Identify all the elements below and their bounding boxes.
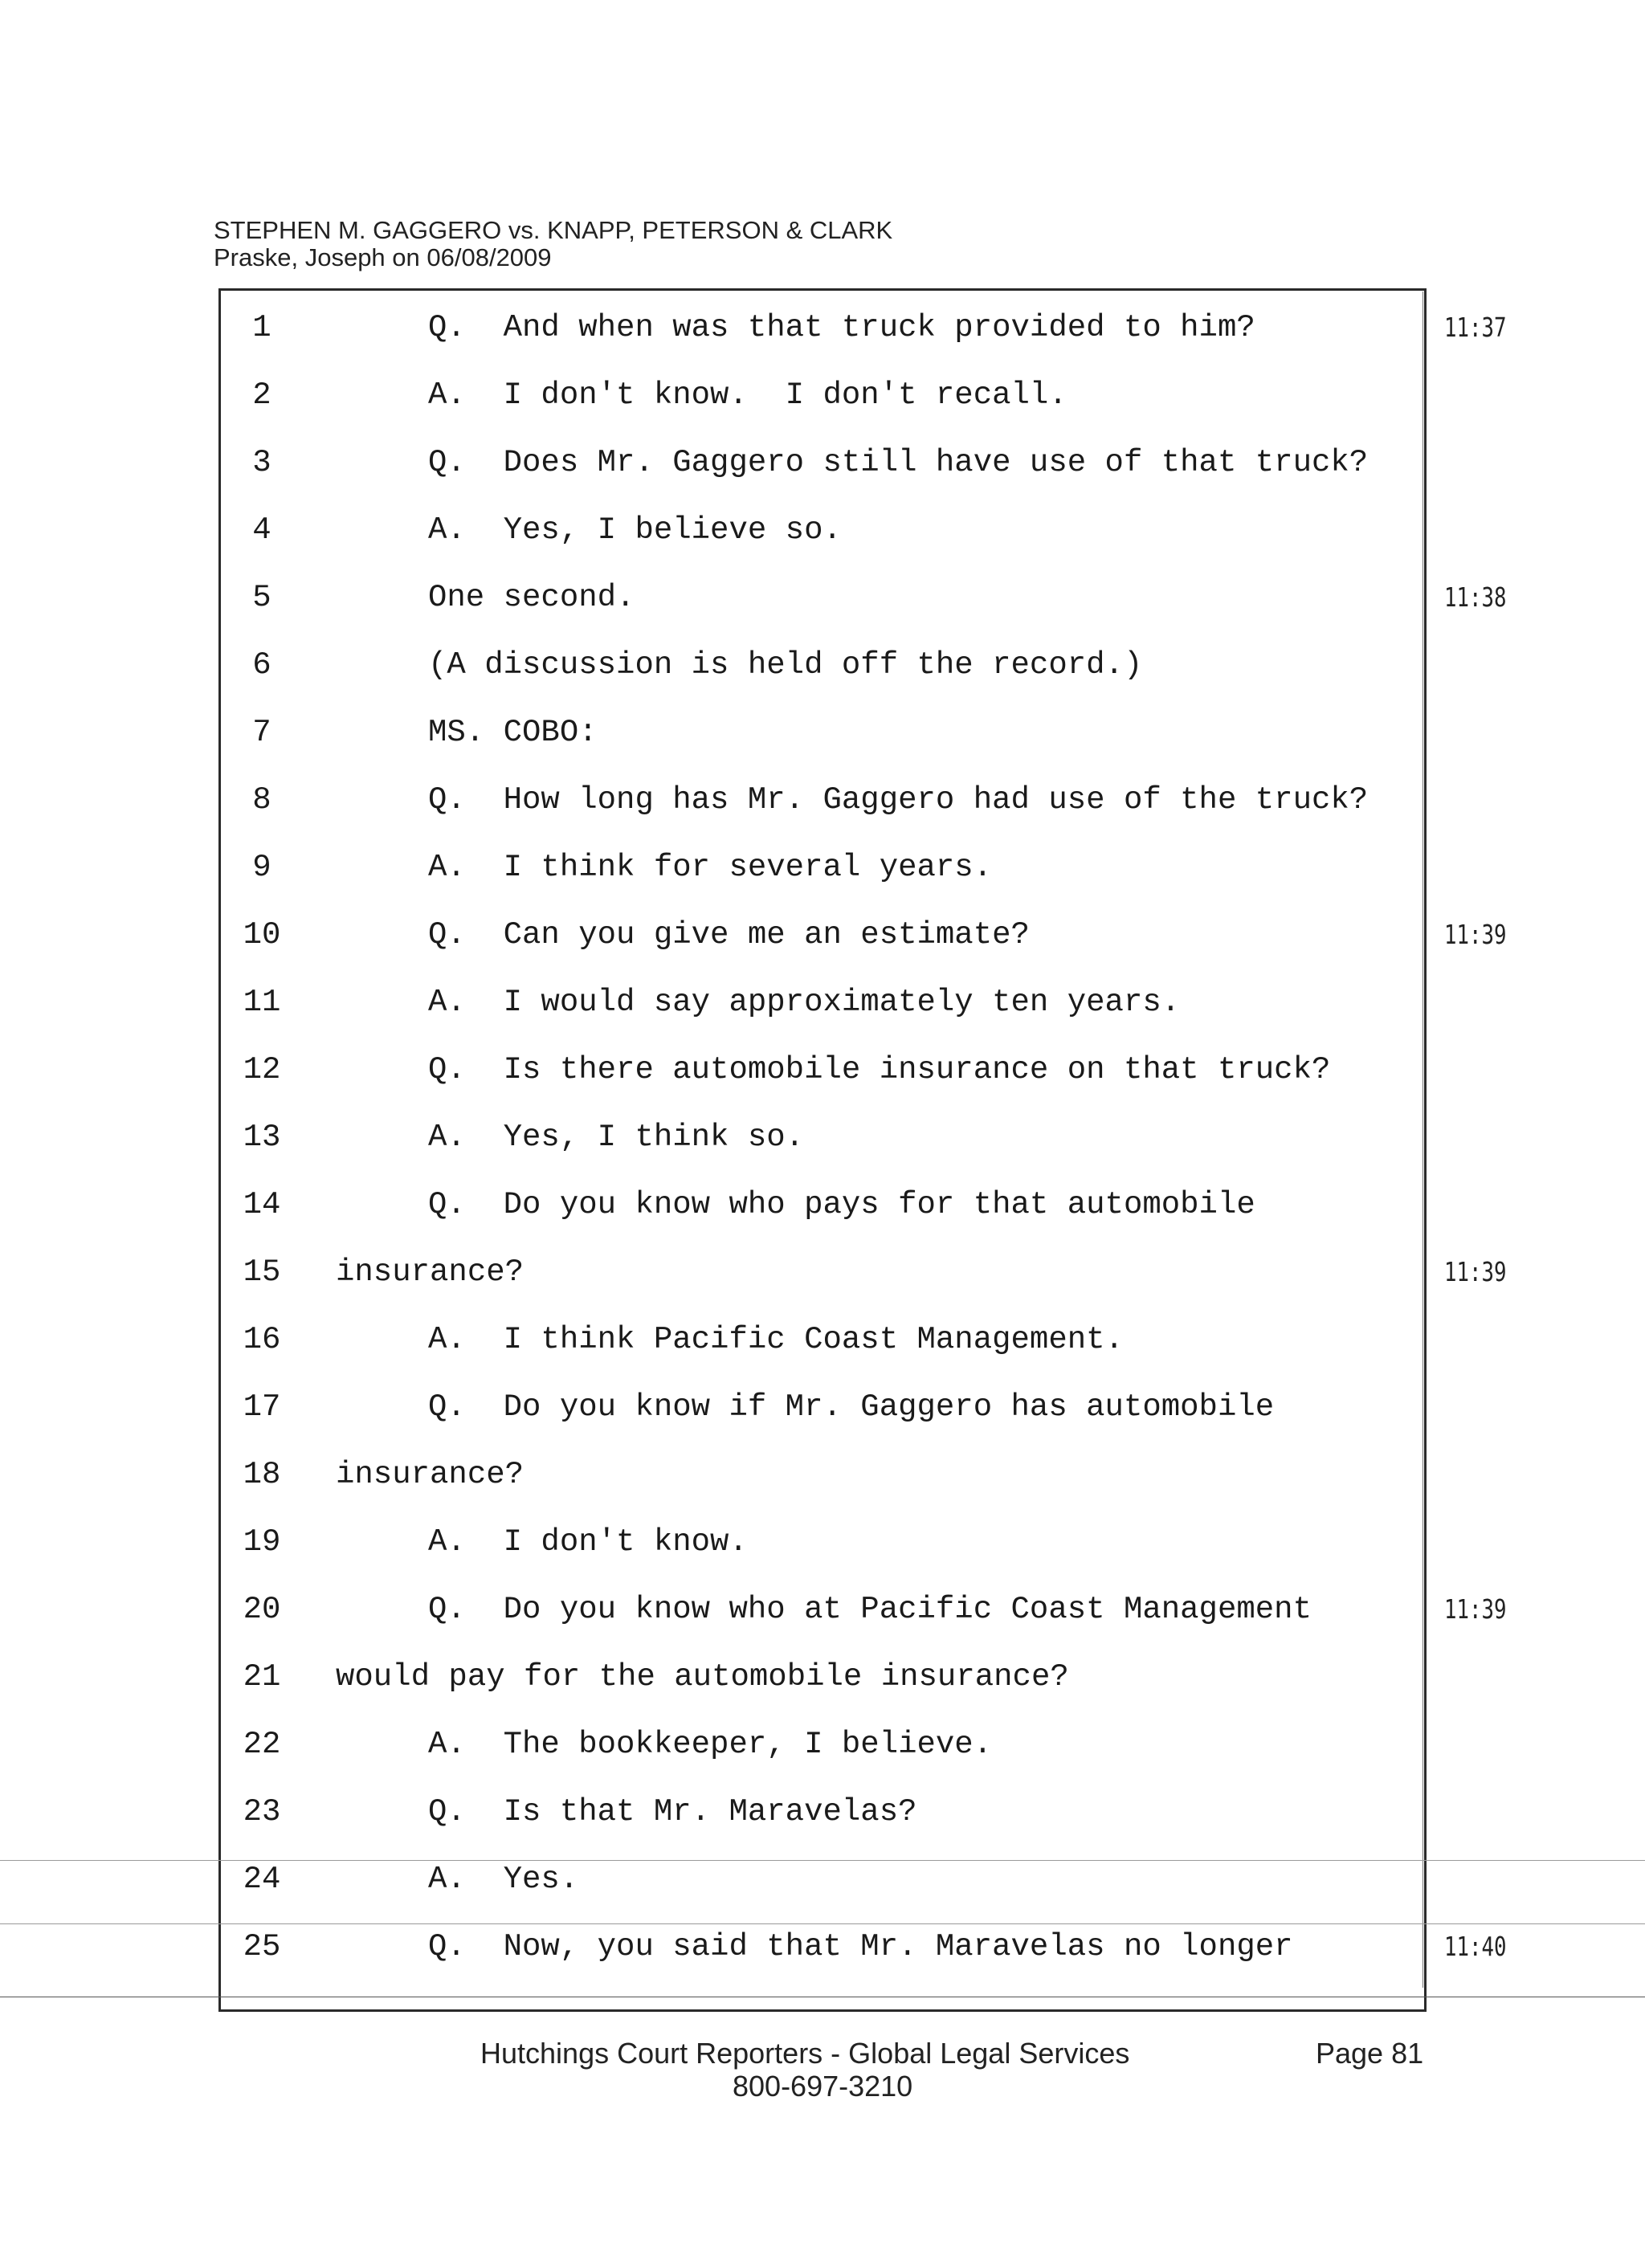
- line-number: 20: [243, 1592, 281, 1627]
- line-text: A. I think Pacific Coast Management.: [428, 1322, 1124, 1357]
- line-number: 22: [243, 1727, 281, 1762]
- line-text: A. Yes, I believe so.: [428, 512, 842, 548]
- line-text: Q. Does Mr. Gaggero still have use of that truck?: [428, 445, 1369, 480]
- transcript-line: [0, 1778, 1645, 1846]
- line-number: 8: [252, 782, 271, 818]
- line-number: 24: [243, 1862, 281, 1897]
- transcript-line: [0, 1576, 1645, 1643]
- line-number: 3: [252, 445, 271, 480]
- timestamp: 11:40: [1444, 1931, 1507, 1962]
- line-number: 19: [243, 1524, 281, 1560]
- line-number: 18: [243, 1457, 281, 1492]
- line-text: A. Yes, I think so.: [428, 1120, 805, 1155]
- transcript-line: [0, 1711, 1645, 1778]
- line-text: MS. COBO:: [428, 715, 598, 750]
- transcript-line: [0, 1238, 1645, 1306]
- transcript-line: [0, 766, 1645, 834]
- timestamp: 11:37: [1444, 312, 1507, 343]
- line-text: A. Yes.: [428, 1862, 579, 1897]
- line-text: Q. Can you give me an estimate?: [428, 917, 1030, 952]
- line-number: 4: [252, 512, 271, 548]
- transcript-line: [0, 969, 1645, 1036]
- transcript-line: [0, 834, 1645, 901]
- line-text: A. I don't know.: [428, 1524, 748, 1560]
- line-number: 17: [243, 1389, 281, 1425]
- line-text: Q. Is that Mr. Maravelas?: [428, 1794, 917, 1829]
- scan-artifact-line: [0, 1923, 1645, 1924]
- line-number: 10: [243, 917, 281, 952]
- transcript-line: [0, 699, 1645, 766]
- transcript-line: [0, 1103, 1645, 1171]
- timestamp: 11:39: [1444, 919, 1507, 950]
- transcript-line: [0, 1036, 1645, 1103]
- line-number: 25: [243, 1929, 281, 1964]
- line-text: Q. Do you know if Mr. Gaggero has automobile: [428, 1389, 1275, 1425]
- line-number: 1: [252, 310, 271, 345]
- transcript-line: [0, 361, 1645, 429]
- transcript-line: [0, 901, 1645, 969]
- line-text: One second.: [428, 580, 635, 615]
- line-text: Q. Now, you said that Mr. Maravelas no longer: [428, 1929, 1293, 1964]
- line-number: 6: [252, 647, 271, 683]
- line-text: A. I don't know. I don't recall.: [428, 377, 1067, 413]
- transcript-line: [0, 631, 1645, 699]
- timestamp: 11:38: [1444, 581, 1507, 613]
- scan-artifact-line: [0, 1860, 1645, 1861]
- line-number: 2: [252, 377, 271, 413]
- transcript-line: [0, 1306, 1645, 1373]
- footer-phone: 800-697-3210: [733, 2070, 913, 2103]
- timestamp: 11:39: [1444, 1256, 1507, 1287]
- transcript-line: [0, 1171, 1645, 1238]
- footer-company: Hutchings Court Reporters - Global Legal Services: [480, 2037, 1130, 2070]
- transcript-line: [0, 294, 1645, 361]
- line-text: Q. And when was that truck provided to him?: [428, 310, 1255, 345]
- line-number: 7: [252, 715, 271, 750]
- transcript-line: [0, 1643, 1645, 1711]
- line-number: 15: [243, 1254, 281, 1290]
- line-text: insurance?: [336, 1457, 525, 1492]
- transcript-line: [0, 564, 1645, 631]
- document-header: [214, 217, 892, 271]
- line-text: (A discussion is held off the record.): [428, 647, 1143, 683]
- transcript-line: [0, 429, 1645, 496]
- line-text: insurance?: [336, 1254, 525, 1290]
- case-title: STEPHEN M. GAGGERO vs. KNAPP, PETERSON & CLARK: [214, 216, 893, 244]
- transcript-line: [0, 496, 1645, 564]
- line-number: 9: [252, 850, 271, 885]
- line-number: 12: [243, 1052, 281, 1087]
- transcript-line: [0, 1846, 1645, 1913]
- timestamp: 11:39: [1444, 1593, 1507, 1625]
- transcript-line: [0, 1441, 1645, 1508]
- line-text: Q. Do you know who at Pacific Coast Management: [428, 1592, 1312, 1627]
- line-number: 23: [243, 1794, 281, 1829]
- line-number: 5: [252, 580, 271, 615]
- line-number: 21: [243, 1659, 281, 1695]
- line-text: would pay for the automobile insurance?: [336, 1659, 1069, 1695]
- transcript-line: [0, 1373, 1645, 1441]
- line-number: 11: [243, 985, 281, 1020]
- line-text: Q. How long has Mr. Gaggero had use of the truck?: [428, 782, 1369, 818]
- line-number: 16: [243, 1322, 281, 1357]
- line-number: 14: [243, 1187, 281, 1222]
- line-text: A. The bookkeeper, I believe.: [428, 1727, 993, 1762]
- line-text: Q. Do you know who pays for that automobile: [428, 1187, 1255, 1222]
- line-number: 13: [243, 1120, 281, 1155]
- line-text: Q. Is there automobile insurance on that truck?: [428, 1052, 1331, 1087]
- line-text: A. I would say approximately ten years.: [428, 985, 1181, 1020]
- deponent-date: Praske, Joseph on 06/08/2009: [214, 243, 552, 271]
- transcript-line: [0, 1508, 1645, 1576]
- line-text: A. I think for several years.: [428, 850, 993, 885]
- page-number: Page 81: [1316, 2037, 1424, 2070]
